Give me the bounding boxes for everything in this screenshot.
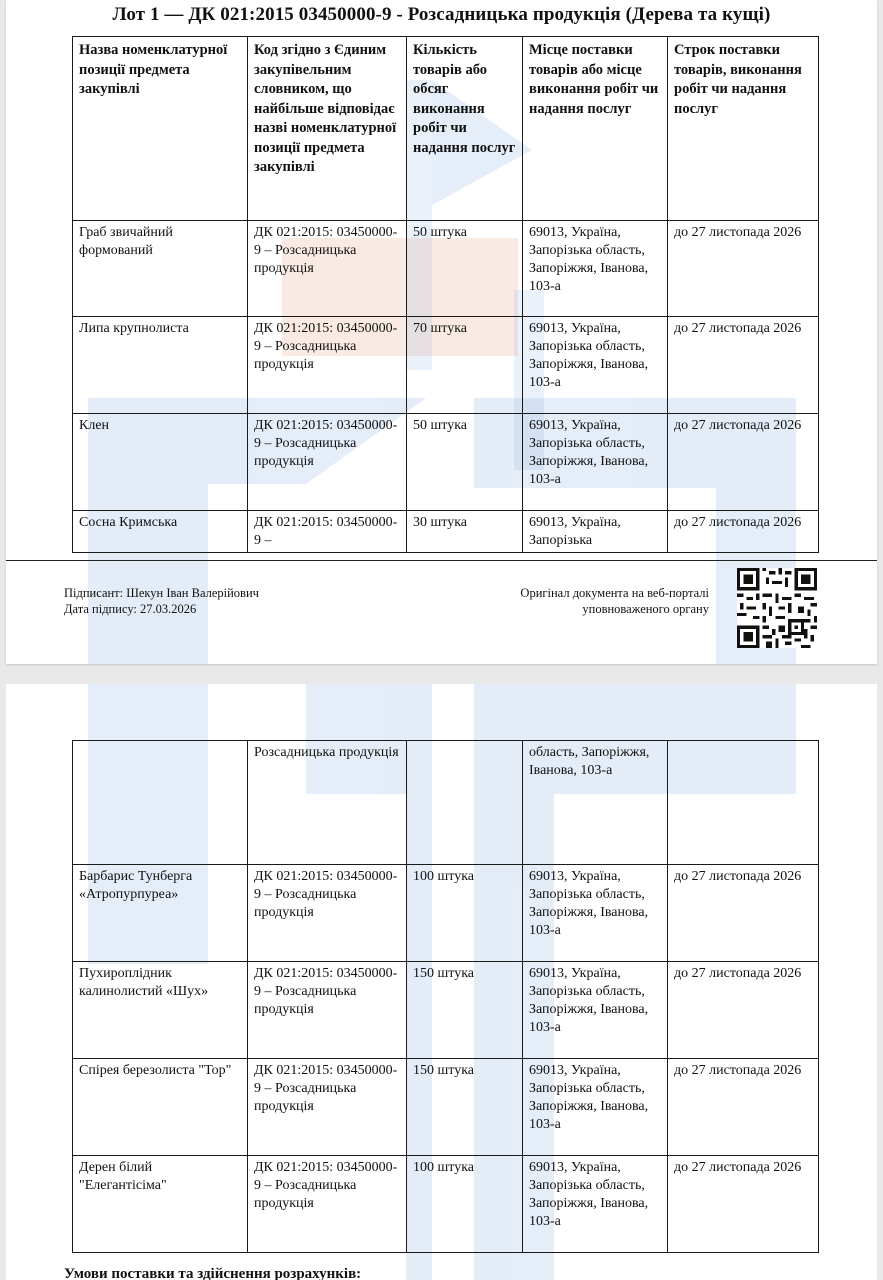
cell-quantity: 30 штука [407,511,523,553]
cell-code: Розсадницька продукція [248,741,407,865]
cell-term: до 27 листопада 2026 [668,865,819,962]
cell-code: ДК 021:2015: 03450000-9 – Розсадницька продукція [248,221,407,317]
table-row [73,414,819,511]
cell-place: 69013, Україна, Запорізька область, Запоріжжя, Іванова, 103-а [523,962,668,1059]
cell-name: Граб звичайний формований [73,221,248,317]
cell-code: ДК 021:2015: 03450000-9 – Розсадницька продукція [248,414,407,511]
original-document-note [520,585,709,617]
cell-term: до 27 листопада 2026 [668,1156,819,1253]
cell-name: Пухироплідник калинолистий «Шух» [73,962,248,1059]
table-row-continuation [73,741,819,865]
cell-code: ДК 021:2015: 03450000-9 – [248,511,407,553]
cell-term: до 27 листопада 2026 [668,414,819,511]
original-note-line-2: уповноваженого органу [582,602,709,616]
document-page-1 [6,0,877,664]
cell-term: до 27 листопада 2026 [668,317,819,414]
page-separator-line [6,560,877,561]
cell-name: Сосна Кримська [73,511,248,553]
cell-name: Спірея березолиста "Тор" [73,1059,248,1156]
cell-quantity: 70 штука [407,317,523,414]
cell-code: ДК 021:2015: 03450000-9 – Розсадницька продукція [248,1156,407,1253]
cell-term [668,741,819,865]
table-row [73,865,819,962]
header-term: Строк поставки товарів, виконання робіт чи надання послуг [668,37,819,221]
cell-quantity: 150 штука [407,962,523,1059]
cell-name: Клен [73,414,248,511]
table-row [73,317,819,414]
cell-place: 69013, Україна, Запорізька область, Запоріжжя, Іванова, 103-а [523,317,668,414]
cell-name: Липа крупнолиста [73,317,248,414]
cell-quantity [407,741,523,865]
cell-term: до 27 листопада 2026 [668,1059,819,1156]
cell-place: 69013, Україна, Запорізька область, Запоріжжя, Іванова, 103-а [523,1156,668,1253]
table-row [73,511,819,553]
table-row [73,1059,819,1156]
cell-code: ДК 021:2015: 03450000-9 – Розсадницька продукція [248,317,407,414]
cell-place: 69013, Україна, Запорізька область, Запоріжжя, Іванова, 103-а [523,865,668,962]
table-row [73,221,819,317]
cell-term: до 27 листопада 2026 [668,962,819,1059]
cell-code: ДК 021:2015: 03450000-9 – Розсадницька продукція [248,865,407,962]
cell-quantity: 50 штука [407,414,523,511]
signature-date: Дата підпису: 27.03.2026 [64,602,197,616]
original-note-line-1: Оригінал документа на веб-порталі [520,586,709,600]
table-row [73,1156,819,1253]
qr-code-icon[interactable] [737,568,817,648]
cell-quantity: 100 штука [407,865,523,962]
cell-place: область, Запоріжжя, Іванова, 103-а [523,741,668,865]
document-page-2 [6,684,877,1280]
header-code: Код згідно з Єдиним закупівельним словником, що найбільше відповідає назві номенклатурної позиції предмета закупівлі [248,37,407,221]
cell-quantity: 50 штука [407,221,523,317]
signature-block [64,585,259,617]
cell-term: до 27 листопада 2026 [668,511,819,553]
spec-table-page-1 [72,36,819,553]
cell-name [73,741,248,865]
header-quantity: Кількість товарів або обсяг виконання робіт чи надання послуг [407,37,523,221]
cell-code: ДК 021:2015: 03450000-9 – Розсадницька продукція [248,1059,407,1156]
cell-quantity: 100 штука [407,1156,523,1253]
cell-name: Дерен білий "Елегантісіма" [73,1156,248,1253]
cell-term: до 27 листопада 2026 [668,221,819,317]
table-row [73,962,819,1059]
header-name: Назва номенклатурної позиції предмета закупівлі [73,37,248,221]
cell-name: Барбарис Тунберга «Атропурпуреа» [73,865,248,962]
header-place: Місце поставки товарів або місце виконання робіт чи надання послуг [523,37,668,221]
cell-place: 69013, Україна, Запорізька [523,511,668,553]
cell-place: 69013, Україна, Запорізька область, Запоріжжя, Іванова, 103-а [523,221,668,317]
cell-place: 69013, Україна, Запорізька область, Запоріжжя, Іванова, 103-а [523,414,668,511]
spec-table-page-2 [72,740,819,1253]
lot-title: Лот 1 — ДК 021:2015 03450000-9 - Розсадницька продукція (Дерева та кущі) [112,4,771,25]
cell-code: ДК 021:2015: 03450000-9 – Розсадницька продукція [248,962,407,1059]
delivery-terms-heading: Умови поставки та здійснення розрахунків: [64,1266,362,1280]
signer-name: Підписант: Шекун Іван Валерійович [64,586,259,600]
table-header-row [73,37,819,221]
cell-quantity: 150 штука [407,1059,523,1156]
cell-place: 69013, Україна, Запорізька область, Запоріжжя, Іванова, 103-а [523,1059,668,1156]
